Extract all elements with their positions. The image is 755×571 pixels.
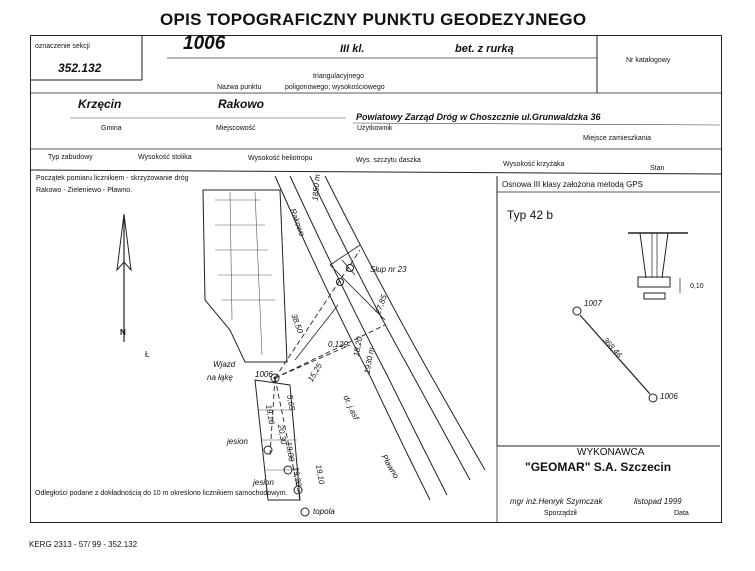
point-label-1006: 1006 <box>255 370 273 379</box>
distance-2030: 20,30 <box>275 423 289 446</box>
kerg-reference: KERG 2313 - 57/ 99 - 352.132 <box>29 540 138 549</box>
gmina-value: Krzęcin <box>78 97 122 111</box>
wysokosc-krzyzaka-label: Wysokość krzyżaka <box>503 161 565 168</box>
stan-label: Stan <box>650 165 665 172</box>
distance-1910b: 19,10 <box>313 463 327 486</box>
entrance-label-1: Wjazd <box>213 360 236 369</box>
miejscowosc-value: Rakowo <box>218 97 265 111</box>
tree-label-jesion-2: jesion <box>253 478 274 487</box>
monument-type: Typ 42 b <box>507 208 554 222</box>
distance-2785: 27,85 <box>373 293 389 316</box>
miejsce-zamieszkania-label: Miejsce zamieszkania <box>583 135 652 142</box>
gps-distance: 368,46 <box>600 335 624 360</box>
wysokosc-stolika-label: Wysokość stolika <box>138 154 192 161</box>
executor-company: "GEOMAR" S.A. Szczecin <box>525 460 672 474</box>
distance-1850: 1850 m <box>310 173 322 202</box>
section-value: 352.132 <box>58 61 102 75</box>
distance-1910: 19,10 <box>263 403 277 426</box>
north-label: N <box>120 328 126 337</box>
point-class: III kl. <box>340 43 365 55</box>
meadow-label: Ł <box>145 350 150 359</box>
gps-point-1006: 1006 <box>660 392 678 401</box>
road-label-rakowo: Rakowo <box>288 207 307 238</box>
accuracy-note: Odległości podane z dokładnością do 10 m określono licznikiem samochodowym. <box>35 490 288 497</box>
stabilization-type: bet. z rurką <box>455 43 514 55</box>
document-date: listopad 1999 <box>634 497 682 506</box>
gps-panel-header: Osnowa III klasy założona metodą GPS <box>502 180 643 189</box>
wys-szczytu-daszka-label: Wys. szczytu daszka <box>356 157 421 164</box>
catalog-label: Nr katalogowy <box>626 57 671 64</box>
road-label-plawno: Pławno <box>379 452 401 481</box>
distance-565: 5,65 <box>285 394 297 411</box>
tree-label-jesion-1: jesion <box>227 437 248 446</box>
point-number: 1006 <box>183 33 226 54</box>
distance-3850: 38,50 <box>289 312 305 335</box>
start-label-line-2: Rakowo - Zieleniewo - Pławno. <box>36 187 133 194</box>
author-name: mgr inż.Henryk Szymczak <box>510 497 603 506</box>
distance-1880: 18,80 <box>283 440 297 463</box>
section-label: oznaczenie sekcji <box>35 43 90 50</box>
distance-1930: 1930 m <box>362 346 377 375</box>
start-label-line-1: Początek pomiaru licznikiem - skrzyżowanie dróg <box>36 175 189 182</box>
miejscowosc-label: Miejscowość <box>216 125 256 132</box>
monument-height: 0,10 <box>690 283 704 290</box>
executor-label: WYKONAWCA <box>577 447 645 458</box>
typ-zabudowy-label: Typ zabudowy <box>48 154 93 161</box>
document-title: OPIS TOPOGRAFICZNY PUNKTU GEODEZYJNEGO <box>160 10 587 29</box>
uzytkownik-value: Powiatowy Zarząd Dróg w Choszcznie ul.Grunwaldzka 36 <box>356 112 601 122</box>
wysokosc-heliotropu-label: Wysokość heliotropu <box>248 155 313 162</box>
uzytkownik-label: Użytkownik <box>357 125 393 132</box>
gmina-label: Gmina <box>101 125 122 132</box>
road-surface-label: dr. j.asf <box>341 393 361 422</box>
author-label: Sporządził <box>544 510 577 517</box>
entrance-label-2: na łąkę <box>207 373 233 382</box>
point-name-label: Nazwa punktu <box>217 84 262 91</box>
type-option-polygon: poligonowego; wysokościowego <box>285 84 385 91</box>
date-label: Data <box>674 510 689 517</box>
gps-point-1007: 1007 <box>584 299 602 308</box>
distance-0129: 0,129 <box>328 340 349 349</box>
pole-label: Słup nr 23 <box>370 265 407 274</box>
tree-label-topola: topola <box>313 507 335 516</box>
type-option-triangulation: triangulacyjnego <box>313 73 364 80</box>
distance-1820: 18,20 <box>351 335 365 358</box>
distance-1525: 15,25 <box>306 361 324 384</box>
distance-1920: 19,20 <box>290 465 304 488</box>
